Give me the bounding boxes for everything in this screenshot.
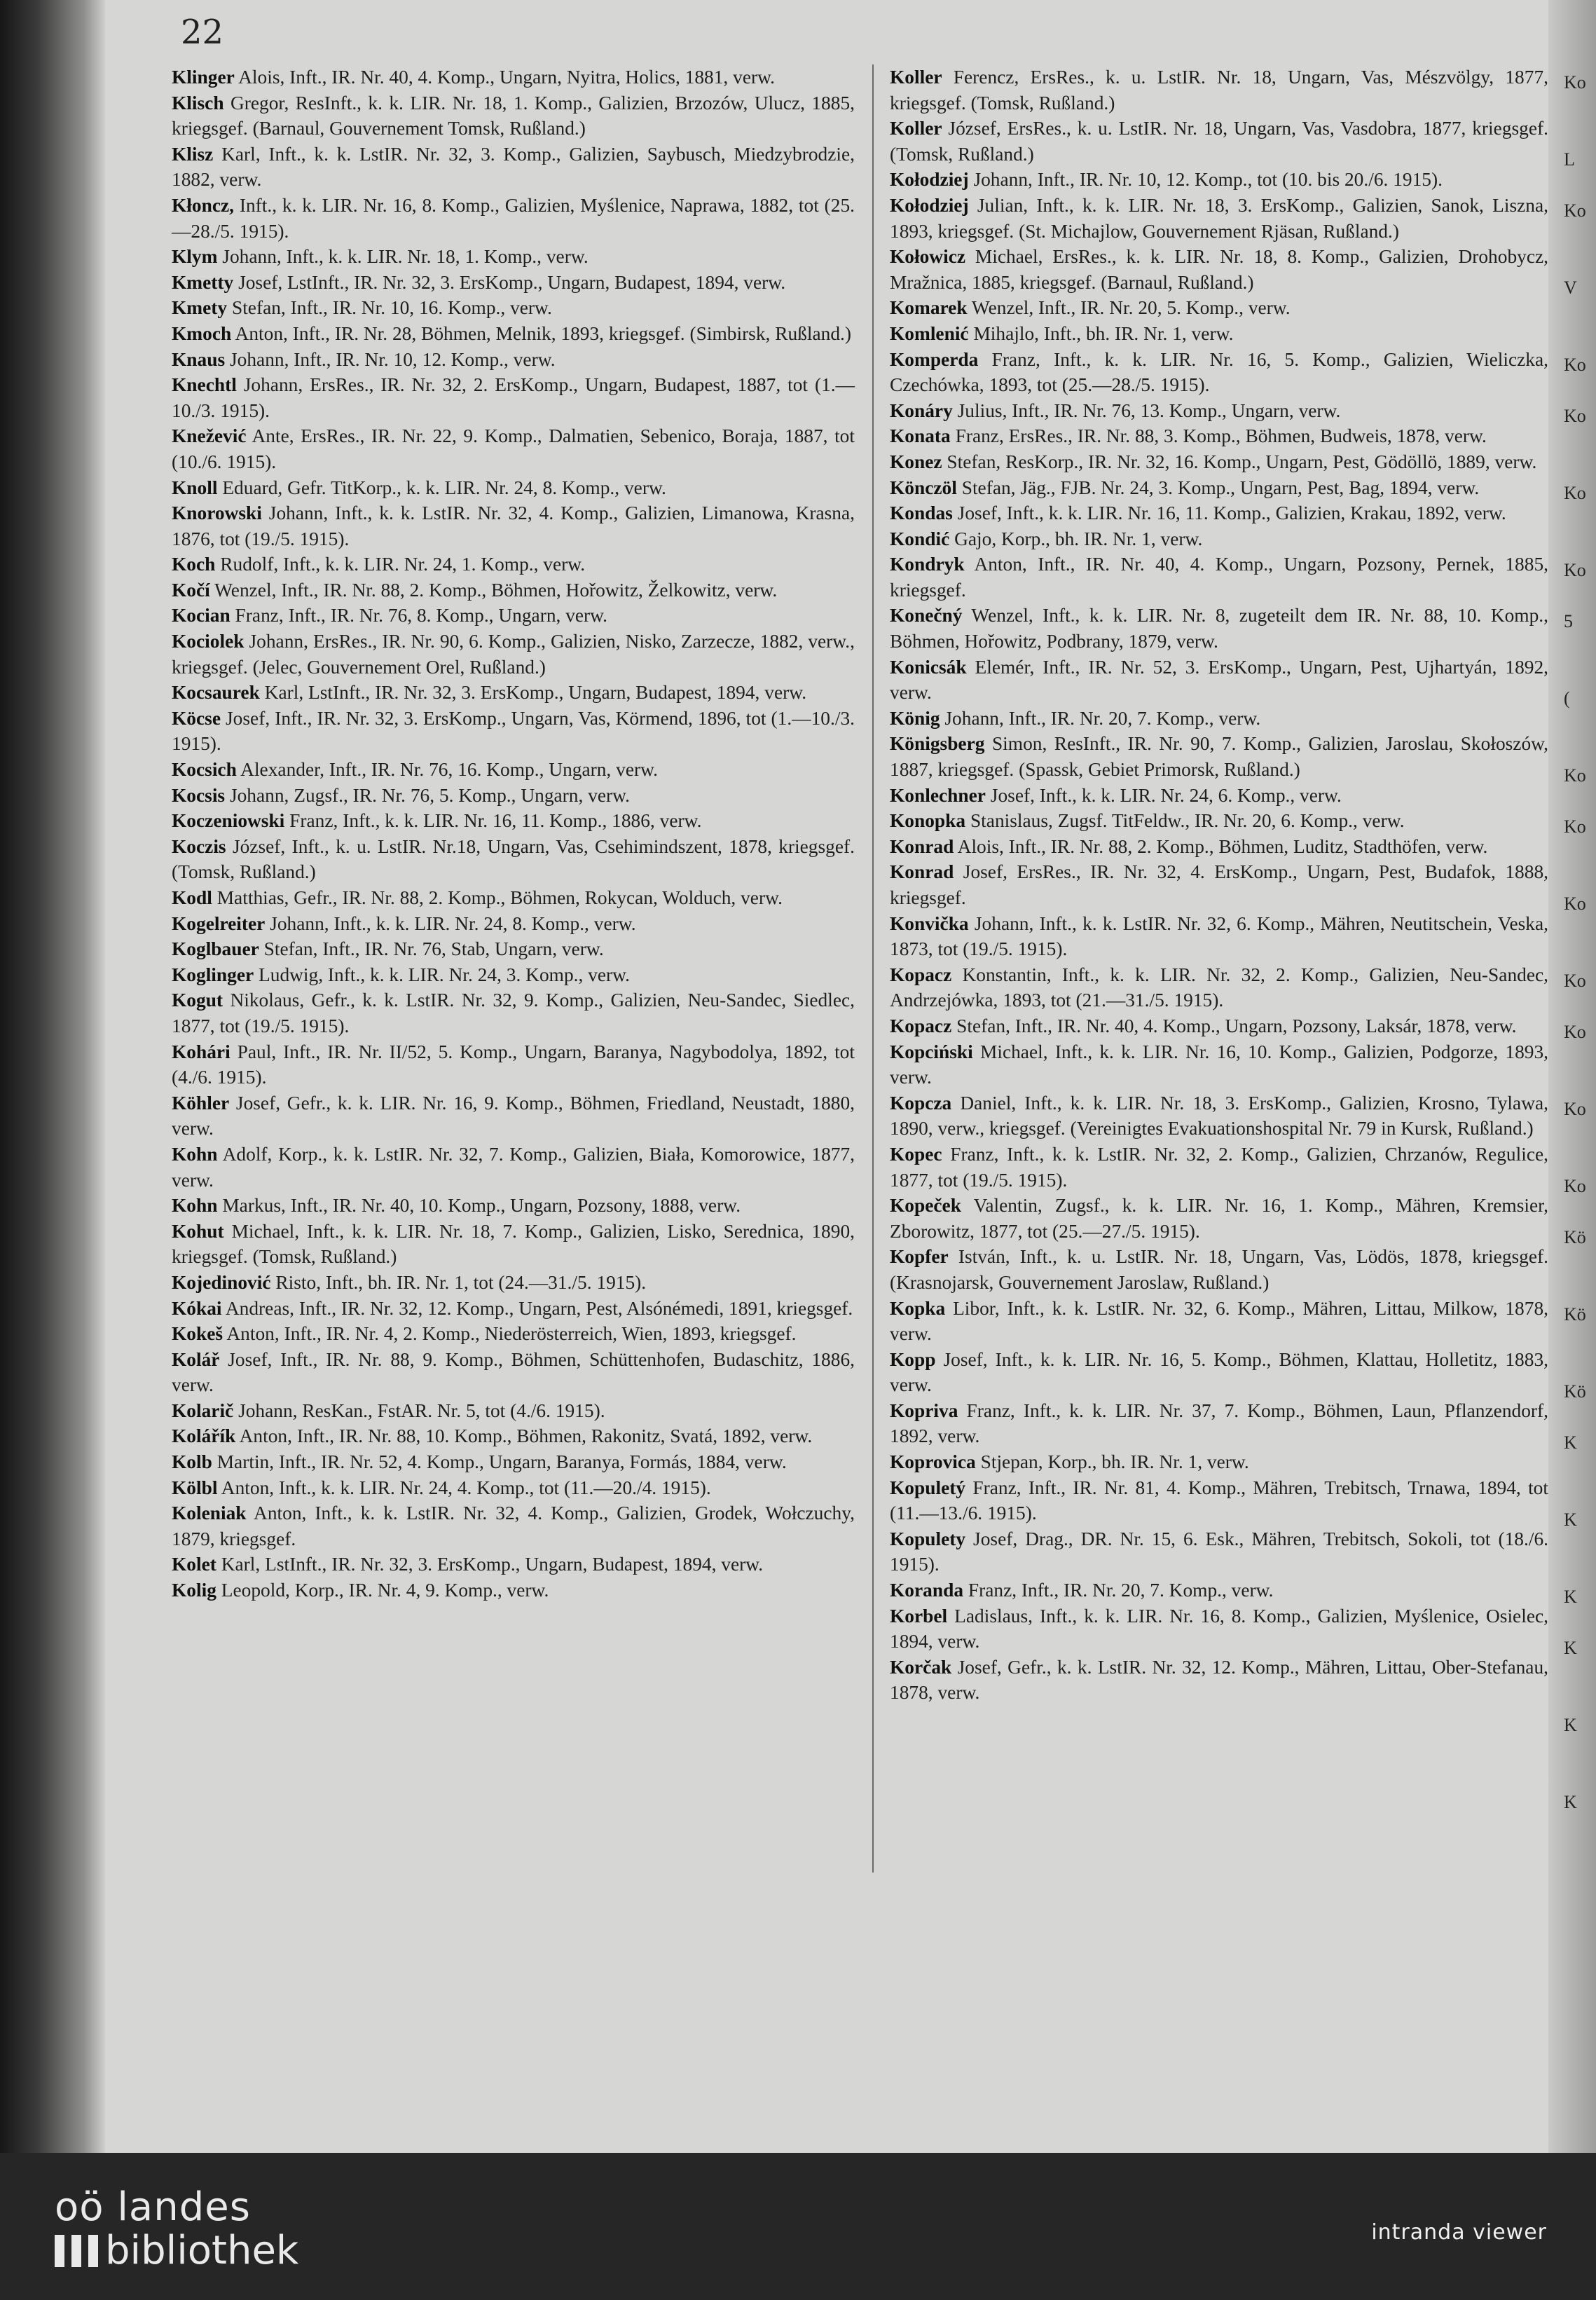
entry-surname: Kmety (172, 297, 228, 319)
register-entry (890, 1577, 1548, 1603)
register-entry (890, 783, 1548, 809)
register-entry (172, 987, 855, 1039)
register-entry (172, 603, 855, 629)
entry-details: Nikolaus, Gefr., k. k. LstIR. Nr. 32, 9. Komp., Galizien, Neu-Sandec, Siedlec, 1877, tot (19./5. 1915). (172, 990, 855, 1036)
register-entry (890, 808, 1548, 834)
register-entry (172, 834, 855, 885)
register-entry (172, 1475, 855, 1501)
entry-details: Ludwig, Inft., k. k. LIR. Nr. 24, 3. Komp., verw. (254, 964, 631, 985)
register-entry (890, 475, 1548, 501)
register-entry (890, 449, 1548, 475)
entry-surname: Kociolek (172, 631, 245, 652)
entry-surname: Kohári (172, 1041, 231, 1062)
edge-fragment: Ko (1564, 1099, 1586, 1119)
edge-fragment: Ko (1564, 72, 1586, 93)
entry-surname: Kołodziej (890, 169, 969, 191)
edge-fragment: Kö (1564, 1304, 1586, 1324)
register-entry (172, 1577, 855, 1603)
register-entry (172, 1449, 855, 1475)
register-entry (172, 1270, 855, 1296)
edge-fragment: K (1564, 1638, 1577, 1658)
entry-surname: Koch (172, 554, 216, 575)
register-entry (172, 1296, 855, 1322)
entry-details: Michael, Inft., k. k. LIR. Nr. 16, 10. Komp., Galizien, Podgorze, 1893, verw. (890, 1041, 1548, 1088)
register-entry (172, 885, 855, 911)
entry-details: Anton, Inft., IR. Nr. 40, 4. Komp., Ungarn, Pozsony, Pernek, 1885, kriegsgef. (890, 554, 1548, 601)
edge-fragment: Ko (1564, 200, 1586, 221)
entry-details: Franz, Inft., k. k. LIR. Nr. 37, 7. Komp., Böhmen, Laun, Pflanzendorf, 1892, verw. (890, 1399, 1548, 1447)
entry-surname: Kopacz (890, 964, 952, 985)
register-entry (172, 1219, 855, 1270)
entry-surname: Kókai (172, 1297, 222, 1319)
register-entry (890, 1296, 1548, 1347)
edge-fragment: K (1564, 1587, 1577, 1607)
entry-surname: Konvička (890, 912, 969, 934)
entry-surname: Kmoch (172, 322, 232, 344)
entry-surname: Kmetty (172, 271, 234, 293)
library-logo[interactable] (55, 2186, 298, 2273)
entry-details: Martin, Inft., IR. Nr. 52, 4. Komp., Ungarn, Baranya, Formás, 1884, verw. (212, 1451, 787, 1473)
register-entry (172, 1321, 855, 1347)
entry-surname: Kohut (172, 1220, 224, 1242)
entry-surname: Konrad (890, 861, 954, 883)
entry-details: Karl, Inft., k. k. LstIR. Nr. 32, 3. Komp., Galizien, Saybusch, Miedzybrodzie, 1882, verw. (172, 143, 855, 191)
entry-surname: Kokeš (172, 1323, 223, 1345)
entry-surname: Kolářík (172, 1425, 236, 1447)
register-entry (890, 552, 1548, 603)
edge-fragment: K (1564, 1510, 1577, 1530)
entry-details: Wenzel, Inft., IR. Nr. 20, 5. Komp., verw. (967, 297, 1291, 319)
entry-surname: Kočí (172, 579, 210, 601)
entry-details: Anton, Inft., k. k. LstIR. Nr. 32, 4. Komp., Galizien, Grodek, Wołczuchy, 1879, kriegsgef. (172, 1502, 855, 1549)
register-entry (890, 1603, 1548, 1655)
book-gutter (0, 0, 105, 2153)
entry-details: Inft., k. k. LIR. Nr. 16, 8. Komp., Galizien, Myślenice, Naprawa, 1882, tot (25.—28./5. 1915). (172, 194, 855, 242)
entry-details: Franz, Inft., IR. Nr. 81, 4. Komp., Mähren, Trebitsch, Trnawa, 1894, tot (11.—13./6. 1915). (890, 1477, 1548, 1524)
left-column (172, 64, 855, 1603)
register-entry (890, 321, 1548, 347)
entry-details: Stefan, Inft., IR. Nr. 76, Stab, Ungarn, verw. (259, 938, 604, 960)
entry-surname: Knežević (172, 425, 247, 447)
entry-surname: Kopulety (890, 1528, 966, 1549)
entry-details: Simon, ResInft., IR. Nr. 90, 7. Komp., Galizien, Jaroslau, Skołoszów, 1887, kriegsgef. (Spassk, Gebiet Primorsk, Rußland.) (890, 733, 1548, 781)
entry-surname: Komlenić (890, 322, 969, 344)
entry-details: Leopold, Korp., IR. Nr. 4, 9. Komp., verw. (216, 1580, 549, 1601)
entry-surname: Kopka (890, 1297, 946, 1319)
entry-details: Josef, Inft., k. k. LIR. Nr. 24, 6. Komp., verw. (985, 784, 1342, 806)
entry-surname: Kocian (172, 605, 231, 627)
entry-surname: Konata (890, 425, 951, 447)
entry-surname: Kolář (172, 1348, 220, 1370)
entry-details: Anton, Inft., IR. Nr. 4, 2. Komp., Niederösterreich, Wien, 1893, kriegsgef. (223, 1323, 797, 1345)
entry-surname: Kogut (172, 990, 223, 1011)
entry-details: István, Inft., k. u. LstIR. Nr. 18, Ungarn, Vas, Lödös, 1878, kriegsgef. (Krasnojarsk, Gouvernement Jaroslaw, Rußland.) (890, 1246, 1548, 1293)
entry-surname: Konečný (890, 605, 963, 627)
edge-fragment: Ko (1564, 765, 1586, 786)
register-entry (890, 1039, 1548, 1090)
register-entry (172, 423, 855, 474)
entry-details: Eduard, Gefr. TitKorp., k. k. LIR. Nr. 24, 8. Komp., verw. (217, 477, 666, 498)
entry-details: Daniel, Inft., k. k. LIR. Nr. 18, 3. ErsKomp., Galizien, Krosno, Tylawa, 1890, verw., kriegsgef. (Vereinigtes Evakuationshospital Nr. 79 in Kursk, Rußland.) (890, 1092, 1548, 1139)
entry-surname: Kołodziej (890, 194, 969, 216)
register-entry (890, 1526, 1548, 1577)
entry-details: Josef, LstInft., IR. Nr. 32, 3. ErsKomp., Ungarn, Budapest, 1894, verw. (233, 271, 786, 293)
entry-surname: Konez (890, 451, 942, 472)
entry-details: Rudolf, Inft., k. k. LIR. Nr. 24, 1. Komp., verw. (215, 554, 586, 575)
entry-details: Josef, Drag., DR. Nr. 15, 6. Esk., Mähren, Trebitsch, Sokoli, tot (18./6. 1915). (890, 1528, 1548, 1575)
register-entry (890, 1244, 1548, 1295)
entry-details: Josef, Gefr., k. k. LstIR. Nr. 32, 12. Komp., Mähren, Littau, Ober-Stefanau, 1878, verw. (890, 1656, 1548, 1704)
register-entry (890, 859, 1548, 910)
entry-details: Johann, ResKan., FstAR. Nr. 5, tot (4./6. 1915). (233, 1399, 605, 1421)
register-entry (890, 116, 1548, 167)
entry-details: Stefan, ResKorp., IR. Nr. 32, 16. Komp., Ungarn, Pest, Gödöllö, 1889, verw. (942, 451, 1537, 472)
edge-fragment: Ko (1564, 355, 1586, 375)
entry-details: Johann, ErsRes., IR. Nr. 90, 6. Komp., Galizien, Nisko, Zarzecze, 1882, verw., kriegsgef. (Jelec, Gouvernement Orel, Rußland.) (172, 631, 855, 678)
register-entry (172, 936, 855, 962)
entry-surname: Könczöl (890, 477, 957, 498)
entry-surname: Knorowski (172, 502, 262, 524)
entry-surname: Kolb (172, 1451, 212, 1473)
register-entry (172, 1423, 855, 1449)
register-entry (890, 1449, 1548, 1475)
entry-details: Franz, Inft., IR. Nr. 76, 8. Komp., Ungarn, verw. (230, 605, 608, 627)
register-entry (890, 295, 1548, 321)
register-entry (172, 244, 855, 270)
register-entry (172, 64, 855, 90)
entry-surname: Kondić (890, 528, 950, 549)
entry-surname: Knechtl (172, 374, 237, 396)
entry-surname: Kopfer (890, 1246, 949, 1268)
entry-surname: Konrad (890, 835, 954, 857)
entry-details: Karl, LstInft., IR. Nr. 32, 3. ErsKomp., Ungarn, Budapest, 1894, verw. (216, 1554, 764, 1575)
entry-surname: Kogelreiter (172, 912, 266, 934)
register-entry (890, 1475, 1548, 1526)
entry-details: Michael, Inft., k. k. LIR. Nr. 18, 7. Komp., Galizien, Lisko, Serednica, 1890, kriegsgef. (Tomsk, Rußland.) (172, 1220, 855, 1268)
edge-fragment: Ko (1564, 406, 1586, 426)
register-entry (172, 757, 855, 783)
edge-fragment: K (1564, 1715, 1577, 1735)
entry-details: Gregor, ResInft., k. k. LIR. Nr. 18, 1. Komp., Galizien, Brzozów, Ulucz, 1885, kriegsgef. (Barnaul, Gouvernement Tomsk, Rußland.) (172, 92, 855, 139)
entry-surname: Königsberg (890, 733, 985, 755)
entry-details: Johann, Inft., k. k. LstIR. Nr. 32, 4. Komp., Galizien, Limanowa, Krasna, 1876, tot (19./5. 1915). (172, 502, 855, 549)
entry-surname: Kłoncz, (172, 194, 235, 216)
entry-surname: Kopuletý (890, 1477, 966, 1498)
register-entry (172, 347, 855, 373)
entry-surname: Konlechner (890, 784, 986, 806)
entry-details: Ladislaus, Inft., k. k. LIR. Nr. 16, 8. Komp., Galizien, Myślenice, Osielec, 1894, verw. (890, 1605, 1548, 1652)
register-entry (890, 911, 1548, 962)
entry-surname: Kohn (172, 1143, 218, 1165)
entry-details: Franz, ErsRes., IR. Nr. 88, 3. Komp., Böhmen, Budweis, 1878, verw. (950, 425, 1487, 447)
entry-surname: Kopciński (890, 1041, 973, 1062)
register-entry (172, 1142, 855, 1193)
register-entry (172, 783, 855, 809)
entry-surname: Kodl (172, 887, 212, 908)
entry-details: Franz, Inft., k. k. LIR. Nr. 16, 11. Komp., 1886, verw. (284, 810, 702, 832)
logo-line-2-text: bibliothek (105, 2228, 299, 2273)
entry-details: Johann, Inft., IR. Nr. 10, 12. Komp., verw. (225, 348, 556, 370)
entry-surname: Komperda (890, 348, 979, 370)
register-entry (172, 1193, 855, 1219)
entry-surname: Knoll (172, 477, 218, 498)
entry-details: Stefan, Inft., IR. Nr. 40, 4. Komp., Ungarn, Pozsony, Laksár, 1878, verw. (951, 1015, 1517, 1036)
entry-details: Elemér, Inft., IR. Nr. 52, 3. ErsKomp., Ungarn, Pest, Ujhartyán, 1892, verw. (890, 656, 1548, 704)
column-divider (872, 64, 874, 1873)
entry-surname: Klym (172, 246, 218, 268)
entry-details: Wenzel, Inft., IR. Nr. 88, 2. Komp., Böhmen, Hořowitz, Želkowitz, verw. (209, 579, 778, 601)
edge-fragment: Ko (1564, 560, 1586, 580)
entry-surname: Köcse (172, 707, 221, 729)
entry-surname: Kojedinović (172, 1271, 271, 1293)
entry-details: Michael, ErsRes., k. k. LIR. Nr. 18, 8. Komp., Galizien, Drohobycz, Mražnica, 1885, kriegsgef. (Barnaul, Rußland.) (890, 246, 1548, 293)
entry-details: Anton, Inft., IR. Nr. 28, Böhmen, Melnik, 1893, kriegsgef. (Simbirsk, Rußland.) (231, 322, 852, 344)
page-number: 22 (181, 13, 224, 52)
entry-details: Stefan, Inft., IR. Nr. 10, 16. Komp., verw. (227, 297, 552, 319)
entry-surname: Kopec (890, 1143, 942, 1165)
register-entry (890, 423, 1548, 449)
register-entry (172, 193, 855, 244)
entry-surname: Kopriva (890, 1399, 958, 1421)
edge-fragment: Ko (1564, 816, 1586, 837)
register-entry (890, 655, 1548, 706)
entry-surname: Kölbl (172, 1477, 218, 1498)
register-entry (172, 295, 855, 321)
register-entry (172, 1039, 855, 1090)
register-entry (172, 577, 855, 603)
entry-details: Josef, Gefr., k. k. LIR. Nr. 16, 9. Komp., Böhmen, Friedland, Neustadt, 1880, verw. (172, 1092, 855, 1139)
entry-details: Johann, Inft., k. k. LIR. Nr. 18, 1. Komp., verw. (217, 246, 589, 268)
register-entry (890, 1013, 1548, 1039)
entry-details: Johann, Inft., k. k. LstIR. Nr. 32, 6. Komp., Mähren, Neutitschein, Veska, 1873, tot (19./5. 1915). (890, 912, 1548, 960)
entry-surname: Kopp (890, 1348, 936, 1370)
register-entry (890, 500, 1548, 526)
edge-fragment: K (1564, 1792, 1577, 1812)
edge-fragment: Ko (1564, 1176, 1586, 1196)
entry-surname: Kolig (172, 1580, 216, 1601)
entry-surname: Kołowicz (890, 246, 966, 268)
register-entry (172, 1552, 855, 1577)
register-entry (172, 1347, 855, 1398)
register-entry (172, 1398, 855, 1424)
entry-details: Stanislaus, Zugsf. TitFeldw., IR. Nr. 20, 6. Komp., verw. (965, 810, 1405, 832)
register-entry (172, 911, 855, 937)
entry-details: Markus, Inft., IR. Nr. 40, 10. Komp., Ungarn, Pozsony, 1888, verw. (217, 1195, 741, 1217)
register-entry (172, 321, 855, 347)
register-entry (890, 962, 1548, 1013)
entry-details: Johann, Inft., k. k. LIR. Nr. 24, 8. Komp., verw. (265, 912, 636, 934)
entry-surname: Kohn (172, 1195, 218, 1217)
entry-details: Anton, Inft., k. k. LIR. Nr. 24, 4. Komp., tot (11.—20./4. 1915). (217, 1477, 711, 1498)
entry-surname: Koglinger (172, 964, 254, 985)
entry-details: Alois, Inft., IR. Nr. 88, 2. Komp., Böhmen, Luditz, Stadthöfen, verw. (954, 835, 1488, 857)
entry-details: Ante, ErsRes., IR. Nr. 22, 9. Komp., Dalmatien, Sebenico, Boraja, 1887, tot (10./6. 1915). (172, 425, 855, 472)
entry-details: József, Inft., k. u. LstIR. Nr.18, Ungarn, Vas, Csehimindszent, 1878, kriegsgef. (Tomsk, Rußland.) (172, 835, 855, 883)
register-entry (890, 1193, 1548, 1244)
register-entry (890, 1655, 1548, 1706)
viewer-name[interactable]: intranda viewer (1371, 2220, 1547, 2245)
edge-fragment: 5 (1564, 611, 1573, 631)
entry-surname: Korčak (890, 1656, 952, 1678)
entry-details: Franz, Inft., k. k. LIR. Nr. 16, 5. Komp., Galizien, Wieliczka, Czechówka, 1893, tot (25.—28./5. 1915). (890, 348, 1548, 396)
edge-fragment: K (1564, 1432, 1577, 1453)
edge-fragment: L (1564, 149, 1575, 170)
entry-surname: Koczis (172, 835, 226, 857)
register-entry (172, 706, 855, 757)
edge-fragment: Kö (1564, 1227, 1586, 1247)
entry-surname: Kocsis (172, 784, 226, 806)
register-entry (890, 64, 1548, 116)
register-entry (172, 90, 855, 142)
entry-details: Josef, ErsRes., IR. Nr. 32, 4. ErsKomp., Ungarn, Pest, Budafok, 1888, kriegsgef. (890, 861, 1548, 908)
entry-surname: Koczeniowski (172, 810, 285, 832)
facing-page-fragments (1564, 70, 1596, 1841)
entry-surname: Klisz (172, 143, 214, 165)
entry-details: Andreas, Inft., IR. Nr. 32, 12. Komp., Ungarn, Pest, Alsónémedi, 1891, kriegsgef. (221, 1297, 853, 1319)
entry-surname: Koprovica (890, 1451, 976, 1473)
entry-details: Wenzel, Inft., k. k. LIR. Nr. 8, zugeteilt dem IR. Nr. 88, 10. Komp., Böhmen, Hořowitz, Podbrany, 1879, verw. (890, 605, 1548, 652)
entry-details: Stjepan, Korp., bh. IR. Nr. 1, verw. (975, 1451, 1249, 1473)
entry-details: Matthias, Gefr., IR. Nr. 88, 2. Komp., Böhmen, Rokycan, Wolduch, verw. (212, 887, 783, 908)
register-entry (172, 1500, 855, 1552)
entry-details: Alexander, Inft., IR. Nr. 76, 16. Komp., Ungarn, verw. (236, 759, 658, 781)
entry-details: Anton, Inft., IR. Nr. 88, 10. Komp., Böhmen, Rakonitz, Svatá, 1892, verw. (235, 1425, 813, 1447)
register-entry (172, 629, 855, 680)
entry-details: Libor, Inft., k. k. LstIR. Nr. 32, 6. Komp., Mähren, Littau, Milkow, 1878, verw. (890, 1297, 1548, 1345)
register-entry (172, 680, 855, 706)
register-entry (172, 1090, 855, 1142)
entry-surname: Korbel (890, 1605, 948, 1627)
entry-details: Johann, Zugsf., IR. Nr. 76, 5. Komp., Ungarn, verw. (225, 784, 631, 806)
entry-details: Gajo, Korp., bh. IR. Nr. 1, verw. (949, 528, 1203, 549)
entry-surname: Konopka (890, 810, 966, 832)
entry-details: Franz, Inft., k. k. LstIR. Nr. 32, 2. Komp., Galizien, Chrzanów, Regulice, 1877, tot (19./5. 1915). (890, 1143, 1548, 1191)
entry-surname: Kopcza (890, 1092, 952, 1114)
entry-details: Johann, ErsRes., IR. Nr. 32, 2. ErsKomp., Ungarn, Budapest, 1887, tot (1.—10./3. 1915). (172, 374, 855, 421)
register-entry (172, 500, 855, 552)
entry-surname: Kolarič (172, 1399, 234, 1421)
edge-fragment: Ko (1564, 971, 1586, 991)
entry-details: Risto, Inft., bh. IR. Nr. 1, tot (24.—31./5. 1915). (270, 1271, 647, 1293)
entry-details: Johann, Inft., IR. Nr. 20, 7. Komp., verw. (940, 707, 1261, 729)
register-entry (890, 603, 1548, 654)
register-entry (890, 244, 1548, 295)
entry-surname: Kondas (890, 502, 953, 524)
entry-details: Paul, Inft., IR. Nr. II/52, 5. Komp., Ungarn, Baranya, Nagybodolya, 1892, tot (4./6. 1915). (172, 1041, 855, 1088)
edge-fragment: Ko (1564, 894, 1586, 914)
entry-details: Josef, Inft., k. k. LIR. Nr. 16, 5. Komp., Böhmen, Klattau, Holletitz, 1883, verw. (890, 1348, 1548, 1396)
entry-surname: Koglbauer (172, 938, 259, 960)
entry-surname: Koranda (890, 1580, 964, 1601)
entry-surname: Kocsaurek (172, 682, 260, 704)
register-entry (172, 142, 855, 193)
entry-surname: Konáry (890, 399, 953, 421)
entry-details: Adolf, Korp., k. k. LstIR. Nr. 32, 7. Komp., Galizien, Biała, Komorowice, 1877, verw. (172, 1143, 855, 1191)
register-entry (890, 1398, 1548, 1449)
entry-details: Josef, Inft., k. k. LIR. Nr. 16, 11. Komp., Galizien, Krakau, 1892, verw. (952, 502, 1506, 524)
entry-details: Alois, Inft., IR. Nr. 40, 4. Komp., Ungarn, Nyitra, Holics, 1881, verw. (234, 67, 775, 88)
register-entry (890, 731, 1548, 782)
entry-surname: Kocsich (172, 759, 237, 781)
register-entry (172, 552, 855, 577)
entry-surname: Koller (890, 67, 942, 88)
register-entry (890, 1347, 1548, 1398)
register-entry (890, 834, 1548, 860)
entry-surname: Koleniak (172, 1502, 247, 1524)
entry-details: Johann, Inft., IR. Nr. 10, 12. Komp., tot (10. bis 20./6. 1915). (968, 169, 1443, 191)
entry-details: Josef, Inft., IR. Nr. 32, 3. ErsKomp., Ungarn, Vas, Körmend, 1896, tot (1.—10./3. 1915). (172, 707, 855, 755)
entry-surname: König (890, 707, 940, 729)
entry-surname: Klinger (172, 67, 235, 88)
register-entry (890, 193, 1548, 244)
entry-details: Karl, LstInft., IR. Nr. 32, 3. ErsKomp., Ungarn, Budapest, 1894, verw. (259, 682, 807, 704)
register-entry (890, 347, 1548, 398)
entry-surname: Konicsák (890, 656, 967, 678)
register-entry (890, 706, 1548, 732)
entry-details: Julian, Inft., k. k. LIR. Nr. 18, 3. ErsKomp., Galizien, Sanok, Liszna, 1893, kriegsgef. (St. Michajlow, Gouvernement Rjäsan, Rußland.) (890, 194, 1548, 242)
entry-surname: Knaus (172, 348, 226, 370)
edge-fragment: Ko (1564, 1022, 1586, 1042)
edge-fragment: V (1564, 278, 1577, 298)
register-entry (172, 475, 855, 501)
register-entry (172, 372, 855, 423)
edge-fragment: ( (1564, 688, 1570, 709)
entry-details: József, ErsRes., k. u. LstIR. Nr. 18, Ungarn, Vas, Vasdobra, 1877, kriegsgef. (Tomsk, Rußland.) (890, 118, 1548, 165)
edge-fragment: Ko (1564, 483, 1586, 503)
entry-surname: Komarek (890, 297, 968, 319)
register-entry (890, 398, 1548, 424)
entry-details: Mihajlo, Inft., bh. IR. Nr. 1, verw. (968, 322, 1234, 344)
logo-line-2 (55, 2229, 298, 2273)
register-entry (890, 1142, 1548, 1193)
entry-surname: Koller (890, 118, 942, 139)
right-column (890, 64, 1548, 1706)
logo-line-1: oö landes (55, 2184, 251, 2230)
entry-surname: Köhler (172, 1092, 230, 1114)
edge-fragment: Kö (1564, 1381, 1586, 1402)
entry-details: Stefan, Jäg., FJB. Nr. 24, 3. Komp., Ungarn, Pest, Bag, 1894, verw. (956, 477, 1480, 498)
register-entry (172, 808, 855, 834)
entry-surname: Kopeček (890, 1195, 961, 1217)
register-entry (172, 962, 855, 988)
entry-details: Konstantin, Inft., k. k. LIR. Nr. 32, 2. Komp., Galizien, Neu-Sandec, Andrzejówka, 1893, tot (21.—31./5. 1915). (890, 964, 1548, 1011)
entry-surname: Kondryk (890, 554, 965, 575)
entry-surname: Kolet (172, 1554, 216, 1575)
logo-bars-icon (55, 2235, 98, 2267)
register-entry (172, 270, 855, 296)
entry-surname: Klisch (172, 92, 224, 114)
register-entry (890, 1090, 1548, 1142)
entry-details: Valentin, Zugsf., k. k. LIR. Nr. 16, 1. Komp., Mähren, Kremsier, Zborowitz, 1877, tot (25.—27./5. 1915). (890, 1195, 1548, 1242)
register-entry (890, 526, 1548, 552)
register-entry (890, 167, 1548, 193)
entry-details: Julius, Inft., IR. Nr. 76, 13. Komp., Ungarn, verw. (952, 399, 1341, 421)
entry-details: Ferencz, ErsRes., k. u. LstIR. Nr. 18, Ungarn, Vas, Mészvölgy, 1877, kriegsgef. (Tomsk, Rußland.) (890, 67, 1548, 114)
entry-details: Franz, Inft., IR. Nr. 20, 7. Komp., verw. (963, 1580, 1274, 1601)
entry-details: Josef, Inft., IR. Nr. 88, 9. Komp., Böhmen, Schüttenhofen, Budaschitz, 1886, verw. (172, 1348, 855, 1396)
entry-surname: Kopacz (890, 1015, 952, 1036)
